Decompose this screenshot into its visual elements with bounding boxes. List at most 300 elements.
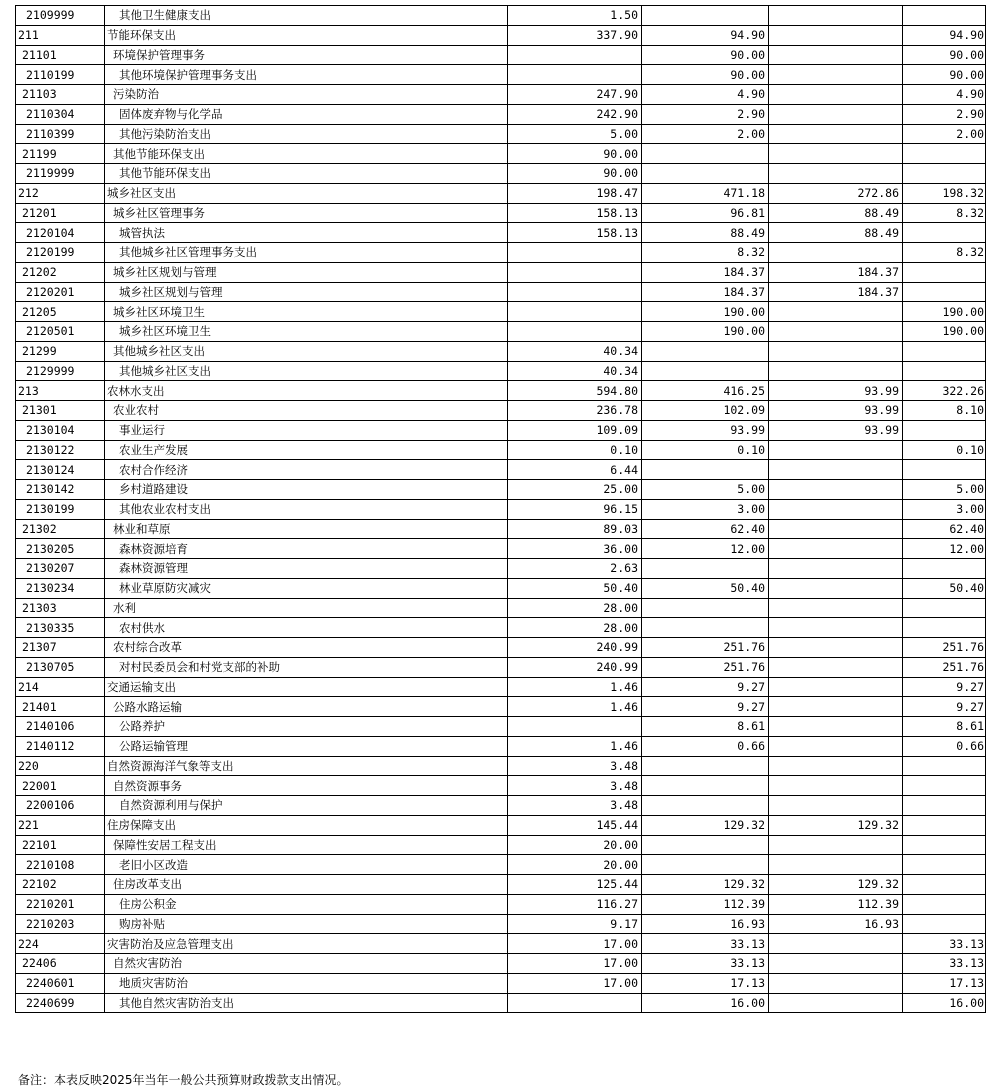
amount-cell-2: 9.27	[642, 697, 769, 717]
subject-name-cell: 其他环境保护管理事务支出	[105, 65, 508, 85]
subject-code-cell: 21101	[16, 45, 105, 65]
amount-cell-2: 251.76	[642, 657, 769, 677]
table-row	[16, 677, 986, 697]
amount-cell-2: 0.10	[642, 440, 769, 460]
amount-cell-3: 184.37	[769, 262, 903, 282]
table-row	[16, 934, 986, 954]
amount-cell-3: 129.32	[769, 815, 903, 835]
amount-cell-1: 116.27	[508, 894, 642, 914]
amount-cell-2	[642, 460, 769, 480]
amount-cell-1: 1.46	[508, 677, 642, 697]
amount-cell-3	[769, 6, 903, 26]
amount-cell-1: 242.90	[508, 104, 642, 124]
table-row	[16, 697, 986, 717]
amount-cell-4	[903, 598, 986, 618]
amount-cell-3	[769, 993, 903, 1013]
amount-cell-3	[769, 164, 903, 184]
subject-code-cell: 212	[16, 183, 105, 203]
subject-name-cell: 其他污染防治支出	[105, 124, 508, 144]
amount-cell-1: 50.40	[508, 578, 642, 598]
amount-cell-4	[903, 914, 986, 934]
amount-cell-1: 3.48	[508, 776, 642, 796]
amount-cell-4	[903, 756, 986, 776]
table-row	[16, 618, 986, 638]
subject-name-cell: 城管执法	[105, 223, 508, 243]
amount-cell-1: 20.00	[508, 855, 642, 875]
amount-cell-1: 25.00	[508, 480, 642, 500]
amount-cell-4	[903, 420, 986, 440]
subject-name-cell: 其他自然灾害防治支出	[105, 993, 508, 1013]
subject-name-cell: 环境保护管理事务	[105, 45, 508, 65]
subject-name-cell: 交通运输支出	[105, 677, 508, 697]
amount-cell-2	[642, 618, 769, 638]
table-row	[16, 519, 986, 539]
subject-name-cell: 水利	[105, 598, 508, 618]
amount-cell-2: 129.32	[642, 875, 769, 895]
subject-name-cell: 森林资源培育	[105, 539, 508, 559]
amount-cell-3	[769, 717, 903, 737]
amount-cell-4	[903, 361, 986, 381]
subject-name-cell: 公路水路运输	[105, 697, 508, 717]
amount-cell-3	[769, 65, 903, 85]
amount-cell-4	[903, 855, 986, 875]
subject-name-cell: 公路运输管理	[105, 736, 508, 756]
table-row	[16, 282, 986, 302]
subject-code-cell: 214	[16, 677, 105, 697]
amount-cell-4: 198.32	[903, 183, 986, 203]
subject-code-cell: 21302	[16, 519, 105, 539]
amount-cell-4: 33.13	[903, 954, 986, 974]
amount-cell-1: 90.00	[508, 164, 642, 184]
subject-name-cell: 自然资源利用与保护	[105, 796, 508, 816]
amount-cell-2: 90.00	[642, 65, 769, 85]
amount-cell-1: 17.00	[508, 954, 642, 974]
amount-cell-3: 88.49	[769, 223, 903, 243]
amount-cell-2: 2.00	[642, 124, 769, 144]
amount-cell-1: 125.44	[508, 875, 642, 895]
table-row	[16, 381, 986, 401]
subject-code-cell: 2110304	[16, 104, 105, 124]
amount-cell-1	[508, 717, 642, 737]
amount-cell-4	[903, 894, 986, 914]
amount-cell-3	[769, 677, 903, 697]
table-row	[16, 262, 986, 282]
amount-cell-1: 9.17	[508, 914, 642, 934]
amount-cell-1: 96.15	[508, 499, 642, 519]
subject-code-cell: 2140106	[16, 717, 105, 737]
amount-cell-1: 17.00	[508, 973, 642, 993]
amount-cell-4	[903, 460, 986, 480]
table-row	[16, 717, 986, 737]
subject-name-cell: 其他农业农村支出	[105, 499, 508, 519]
subject-code-cell: 2240601	[16, 973, 105, 993]
amount-cell-4: 9.27	[903, 677, 986, 697]
subject-code-cell: 221	[16, 815, 105, 835]
table-row	[16, 815, 986, 835]
subject-name-cell: 城乡社区管理事务	[105, 203, 508, 223]
amount-cell-3: 93.99	[769, 420, 903, 440]
table-row	[16, 756, 986, 776]
amount-cell-2	[642, 796, 769, 816]
amount-cell-1: 247.90	[508, 85, 642, 105]
subject-name-cell: 保障性安居工程支出	[105, 835, 508, 855]
amount-cell-4	[903, 262, 986, 282]
amount-cell-1: 240.99	[508, 657, 642, 677]
amount-cell-4: 8.61	[903, 717, 986, 737]
subject-name-cell: 其他城乡社区管理事务支出	[105, 243, 508, 263]
amount-cell-1: 17.00	[508, 934, 642, 954]
amount-cell-1: 3.48	[508, 756, 642, 776]
table-row	[16, 144, 986, 164]
table-row	[16, 302, 986, 322]
subject-name-cell: 其他卫生健康支出	[105, 6, 508, 26]
amount-cell-2: 33.13	[642, 934, 769, 954]
amount-cell-2: 8.32	[642, 243, 769, 263]
amount-cell-2: 9.27	[642, 677, 769, 697]
subject-name-cell: 污染防治	[105, 85, 508, 105]
subject-name-cell: 公路养护	[105, 717, 508, 737]
subject-name-cell: 其他节能环保支出	[105, 144, 508, 164]
amount-cell-2: 88.49	[642, 223, 769, 243]
subject-code-cell: 2120501	[16, 322, 105, 342]
amount-cell-3	[769, 954, 903, 974]
amount-cell-4	[903, 776, 986, 796]
subject-name-cell: 其他城乡社区支出	[105, 361, 508, 381]
amount-cell-4: 12.00	[903, 539, 986, 559]
table-row	[16, 460, 986, 480]
amount-cell-3	[769, 341, 903, 361]
amount-cell-4	[903, 815, 986, 835]
subject-code-cell: 21307	[16, 638, 105, 658]
amount-cell-1: 1.46	[508, 697, 642, 717]
table-row	[16, 499, 986, 519]
amount-cell-4: 90.00	[903, 65, 986, 85]
table-row	[16, 361, 986, 381]
amount-cell-1: 5.00	[508, 124, 642, 144]
subject-name-cell: 事业运行	[105, 420, 508, 440]
table-row	[16, 65, 986, 85]
subject-code-cell: 2210203	[16, 914, 105, 934]
amount-cell-4: 8.10	[903, 401, 986, 421]
subject-code-cell: 2210201	[16, 894, 105, 914]
amount-cell-1: 0.10	[508, 440, 642, 460]
subject-name-cell: 农业农村	[105, 401, 508, 421]
subject-code-cell: 2130335	[16, 618, 105, 638]
amount-cell-4: 3.00	[903, 499, 986, 519]
amount-cell-1	[508, 993, 642, 1013]
amount-cell-2: 3.00	[642, 499, 769, 519]
table-row	[16, 598, 986, 618]
amount-cell-3	[769, 835, 903, 855]
subject-code-cell: 2130122	[16, 440, 105, 460]
subject-code-cell: 21202	[16, 262, 105, 282]
amount-cell-4: 90.00	[903, 45, 986, 65]
subject-name-cell: 自然资源海洋气象等支出	[105, 756, 508, 776]
amount-cell-1	[508, 302, 642, 322]
amount-cell-2: 62.40	[642, 519, 769, 539]
table-row	[16, 973, 986, 993]
amount-cell-2: 4.90	[642, 85, 769, 105]
table-row	[16, 223, 986, 243]
subject-name-cell: 森林资源管理	[105, 559, 508, 579]
subject-code-cell: 22101	[16, 835, 105, 855]
amount-cell-1: 1.46	[508, 736, 642, 756]
amount-cell-4	[903, 223, 986, 243]
table-row	[16, 183, 986, 203]
subject-name-cell: 老旧小区改造	[105, 855, 508, 875]
amount-cell-3: 272.86	[769, 183, 903, 203]
amount-cell-2: 251.76	[642, 638, 769, 658]
amount-cell-2	[642, 361, 769, 381]
table-row	[16, 480, 986, 500]
amount-cell-2	[642, 598, 769, 618]
table-row	[16, 440, 986, 460]
subject-name-cell: 农林水支出	[105, 381, 508, 401]
amount-cell-4: 4.90	[903, 85, 986, 105]
table-row	[16, 6, 986, 26]
amount-cell-4: 17.13	[903, 973, 986, 993]
amount-cell-2	[642, 835, 769, 855]
amount-cell-4	[903, 835, 986, 855]
amount-cell-4	[903, 796, 986, 816]
amount-cell-1: 20.00	[508, 835, 642, 855]
amount-cell-4	[903, 875, 986, 895]
subject-name-cell: 购房补贴	[105, 914, 508, 934]
table-row	[16, 322, 986, 342]
amount-cell-1: 28.00	[508, 618, 642, 638]
subject-code-cell: 21205	[16, 302, 105, 322]
amount-cell-3: 16.93	[769, 914, 903, 934]
amount-cell-1: 145.44	[508, 815, 642, 835]
amount-cell-1: 40.34	[508, 341, 642, 361]
table-row	[16, 401, 986, 421]
amount-cell-2: 5.00	[642, 480, 769, 500]
table-row	[16, 124, 986, 144]
amount-cell-4	[903, 618, 986, 638]
amount-cell-4	[903, 144, 986, 164]
amount-cell-2	[642, 164, 769, 184]
amount-cell-1: 2.63	[508, 559, 642, 579]
amount-cell-1: 6.44	[508, 460, 642, 480]
amount-cell-1: 158.13	[508, 203, 642, 223]
amount-cell-2: 90.00	[642, 45, 769, 65]
amount-cell-2: 190.00	[642, 322, 769, 342]
amount-cell-3	[769, 934, 903, 954]
amount-cell-3	[769, 440, 903, 460]
amount-cell-4: 190.00	[903, 322, 986, 342]
table-row	[16, 993, 986, 1013]
table-row	[16, 539, 986, 559]
amount-cell-4: 62.40	[903, 519, 986, 539]
amount-cell-3	[769, 776, 903, 796]
amount-cell-3	[769, 322, 903, 342]
amount-cell-2: 129.32	[642, 815, 769, 835]
amount-cell-3	[769, 25, 903, 45]
amount-cell-4: 9.27	[903, 697, 986, 717]
subject-name-cell: 住房公积金	[105, 894, 508, 914]
amount-cell-3	[769, 578, 903, 598]
subject-code-cell: 21299	[16, 341, 105, 361]
amount-cell-2: 16.00	[642, 993, 769, 1013]
amount-cell-2: 416.25	[642, 381, 769, 401]
amount-cell-2	[642, 559, 769, 579]
amount-cell-3	[769, 973, 903, 993]
amount-cell-1: 240.99	[508, 638, 642, 658]
subject-code-cell: 22001	[16, 776, 105, 796]
amount-cell-1: 36.00	[508, 539, 642, 559]
amount-cell-3	[769, 618, 903, 638]
subject-name-cell: 城乡社区规划与管理	[105, 262, 508, 282]
amount-cell-3	[769, 756, 903, 776]
table-row	[16, 855, 986, 875]
subject-name-cell: 城乡社区规划与管理	[105, 282, 508, 302]
amount-cell-3	[769, 361, 903, 381]
subject-name-cell: 对村民委员会和村党支部的补助	[105, 657, 508, 677]
subject-name-cell: 城乡社区环境卫生	[105, 302, 508, 322]
subject-code-cell: 2240699	[16, 993, 105, 1013]
amount-cell-3	[769, 697, 903, 717]
table-remark: 备注：本表反映2025年当年一般公共预算财政拨款支出情况。	[18, 1073, 349, 1087]
subject-code-cell: 21199	[16, 144, 105, 164]
amount-cell-3: 93.99	[769, 381, 903, 401]
table-row	[16, 45, 986, 65]
subject-code-cell: 2130234	[16, 578, 105, 598]
table-row	[16, 25, 986, 45]
amount-cell-2: 93.99	[642, 420, 769, 440]
table-row	[16, 914, 986, 934]
subject-code-cell: 213	[16, 381, 105, 401]
amount-cell-4: 94.90	[903, 25, 986, 45]
subject-name-cell: 自然灾害防治	[105, 954, 508, 974]
amount-cell-4: 2.00	[903, 124, 986, 144]
table-body	[16, 6, 986, 1013]
subject-code-cell: 21201	[16, 203, 105, 223]
amount-cell-1	[508, 262, 642, 282]
amount-cell-2: 96.81	[642, 203, 769, 223]
amount-cell-3: 93.99	[769, 401, 903, 421]
amount-cell-1	[508, 243, 642, 263]
table-row	[16, 104, 986, 124]
subject-name-cell: 地质灾害防治	[105, 973, 508, 993]
subject-name-cell: 节能环保支出	[105, 25, 508, 45]
table-row	[16, 954, 986, 974]
subject-code-cell: 2119999	[16, 164, 105, 184]
amount-cell-4: 50.40	[903, 578, 986, 598]
subject-name-cell: 林业和草原	[105, 519, 508, 539]
subject-code-cell: 220	[16, 756, 105, 776]
amount-cell-4: 5.00	[903, 480, 986, 500]
amount-cell-3: 112.39	[769, 894, 903, 914]
amount-cell-2: 184.37	[642, 262, 769, 282]
subject-code-cell: 2130205	[16, 539, 105, 559]
amount-cell-2: 190.00	[642, 302, 769, 322]
subject-code-cell: 2130199	[16, 499, 105, 519]
amount-cell-2: 471.18	[642, 183, 769, 203]
amount-cell-4: 8.32	[903, 203, 986, 223]
amount-cell-4: 322.26	[903, 381, 986, 401]
amount-cell-1: 109.09	[508, 420, 642, 440]
subject-code-cell: 22102	[16, 875, 105, 895]
subject-name-cell: 城乡社区支出	[105, 183, 508, 203]
table-row	[16, 796, 986, 816]
amount-cell-4	[903, 164, 986, 184]
subject-code-cell: 224	[16, 934, 105, 954]
amount-cell-2: 17.13	[642, 973, 769, 993]
amount-cell-3	[769, 85, 903, 105]
subject-code-cell: 2110399	[16, 124, 105, 144]
subject-name-cell: 灾害防治及应急管理支出	[105, 934, 508, 954]
amount-cell-1	[508, 322, 642, 342]
amount-cell-2	[642, 144, 769, 164]
amount-cell-2: 94.90	[642, 25, 769, 45]
table-row	[16, 164, 986, 184]
subject-name-cell: 自然资源事务	[105, 776, 508, 796]
table-row	[16, 243, 986, 263]
subject-name-cell: 林业草原防灾减灾	[105, 578, 508, 598]
subject-name-cell: 其他节能环保支出	[105, 164, 508, 184]
table-row	[16, 835, 986, 855]
amount-cell-1: 3.48	[508, 796, 642, 816]
amount-cell-2	[642, 341, 769, 361]
subject-code-cell: 2210108	[16, 855, 105, 875]
amount-cell-2	[642, 6, 769, 26]
amount-cell-2: 50.40	[642, 578, 769, 598]
amount-cell-1	[508, 282, 642, 302]
amount-cell-1: 1.50	[508, 6, 642, 26]
subject-name-cell: 农业生产发展	[105, 440, 508, 460]
table-row	[16, 559, 986, 579]
amount-cell-3	[769, 736, 903, 756]
subject-code-cell: 211	[16, 25, 105, 45]
amount-cell-4: 33.13	[903, 934, 986, 954]
amount-cell-2: 102.09	[642, 401, 769, 421]
table-row	[16, 875, 986, 895]
subject-code-cell: 2110199	[16, 65, 105, 85]
amount-cell-2: 0.66	[642, 736, 769, 756]
amount-cell-1: 28.00	[508, 598, 642, 618]
subject-code-cell: 2120199	[16, 243, 105, 263]
amount-cell-4	[903, 282, 986, 302]
amount-cell-3	[769, 460, 903, 480]
amount-cell-3	[769, 302, 903, 322]
table-row	[16, 776, 986, 796]
subject-name-cell: 住房保障支出	[105, 815, 508, 835]
amount-cell-2	[642, 855, 769, 875]
amount-cell-1: 198.47	[508, 183, 642, 203]
amount-cell-3	[769, 499, 903, 519]
subject-name-cell: 其他城乡社区支出	[105, 341, 508, 361]
subject-code-cell: 21103	[16, 85, 105, 105]
subject-code-cell: 21301	[16, 401, 105, 421]
amount-cell-1: 236.78	[508, 401, 642, 421]
amount-cell-1: 594.80	[508, 381, 642, 401]
table-row	[16, 638, 986, 658]
subject-code-cell: 2129999	[16, 361, 105, 381]
table-row	[16, 85, 986, 105]
subject-code-cell: 2109999	[16, 6, 105, 26]
amount-cell-3	[769, 45, 903, 65]
amount-cell-2	[642, 776, 769, 796]
amount-cell-1: 337.90	[508, 25, 642, 45]
amount-cell-3: 88.49	[769, 203, 903, 223]
subject-code-cell: 21303	[16, 598, 105, 618]
subject-code-cell: 2130104	[16, 420, 105, 440]
amount-cell-1	[508, 45, 642, 65]
subject-name-cell: 固体废弃物与化学品	[105, 104, 508, 124]
subject-name-cell: 农村供水	[105, 618, 508, 638]
amount-cell-3	[769, 104, 903, 124]
amount-cell-3	[769, 796, 903, 816]
